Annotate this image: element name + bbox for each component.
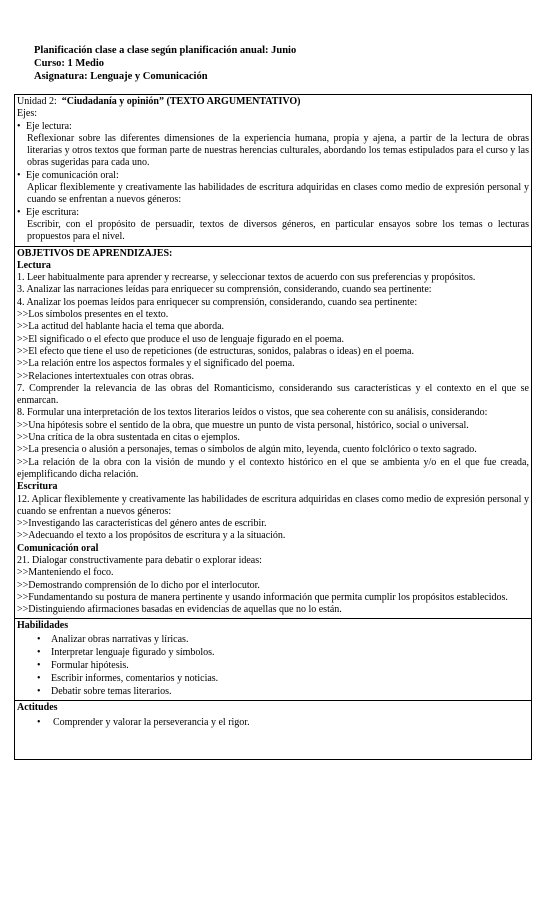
document-header [34,44,296,83]
objective-line: >>La relación entre los aspectos formales y el significado del poema. [17,358,295,370]
axis-item [17,121,529,170]
attitudes-empty-space [17,729,529,757]
objective-line: >>Una hipótesis sobre el sentido de la obra, que muestre un punto de vista personal, histórico, social o universal. [17,419,469,431]
header-subject: Asignatura: Lenguaje y Comunicación [34,71,208,82]
attitudes-title: Actitudes [17,701,58,713]
objective-line: 8. Formular una interpretación de los textos literarios leídos o vistos, que sea coherente con su análisis, considerando: [17,407,488,419]
axes-list [17,121,529,244]
objective-line: >>Los símbolos presentes en el texto. [17,309,169,321]
axes-label: Ejes: [17,108,37,120]
skill-text: Interpretar lenguaje figurado y símbolos. [51,646,215,658]
objective-line: >>El significado o el efecto que produce el uso de lenguaje figurado en el poema. [17,333,344,345]
unit-prefix: Unidad 2: [17,96,62,107]
axis-name: Eje comunicación oral: [26,169,119,181]
skills-title: Habilidades [17,620,69,632]
skill-item [37,646,529,659]
bullet-icon: • [37,646,41,658]
writing-title: Escritura [17,481,58,493]
objective-line: >>La actitud del hablante hacia el tema que aborda. [17,321,225,333]
axis-item [17,170,529,207]
objectives-title: OBJETIVOS DE APRENDIZAJES: [17,247,173,259]
attitudes-list [17,716,529,729]
objective-line: >>El efecto que tiene el uso de repeticiones (de estructuras, sonidos, palabras o ideas) en el poema. [17,345,414,357]
bullet-icon: • [37,717,41,729]
bullet-icon: • [17,206,21,218]
unit-section [15,95,531,247]
axis-item [17,207,529,244]
reading-title: Lectura [17,259,51,271]
skills-list [17,633,529,698]
objective-line: >>Relaciones intertextuales con otras obras. [17,370,195,382]
bullet-icon: • [17,169,21,181]
skill-text: Formular hipótesis. [51,659,129,671]
unit-heading [17,96,529,108]
bullet-icon: • [37,685,41,697]
objective-line: 1. Leer habitualmente para aprender y recrearse, y seleccionar textos de acuerdo con sus preferencias y propósitos. [17,272,476,284]
skill-item [37,633,529,646]
skills-section [15,619,531,700]
axis-description: Aplicar flexiblemente y creativamente las habilidades de escritura adquiridas en clases como medio de expresión personal y cuando se enfrentan a nuevos géneros: [27,182,529,206]
oral-title: Comunicación oral [17,542,99,554]
objective-line: 3. Analizar las narraciones leídas para enriquecer su comprensión, considerando, cuando sea pertinente: [17,284,432,296]
objective-line: 4. Analizar los poemas leídos para enriquecer su comprensión, considerando, cuando sea pertinente: [17,296,418,308]
header-course: Curso: 1 Medio [34,58,104,69]
objective-line: >>La presencia o alusión a personajes, temas o símbolos de algún mito, leyenda, cuento folclórico o texto sagrado. [17,444,477,456]
skill-item [37,672,529,685]
objective-line: >>Demostrando comprensión de lo dicho por el interlocutor. [17,579,260,591]
planning-table [14,94,532,760]
bullet-icon: • [37,633,41,645]
skill-item [37,685,529,698]
objectives-section [15,247,531,620]
skill-text: Analizar obras narrativas y líricas. [51,633,189,645]
bullet-icon: • [37,659,41,671]
objective-line: >>Investigando las características del género antes de escribir. [17,518,267,530]
header-planning-title: Planificación clase a clase según planificación anual: Junio [34,45,297,56]
skill-text: Debatir sobre temas literarios. [51,685,172,697]
attitude-item [37,716,529,729]
attitude-text: Comprender y valorar la perseverancia y el rigor. [53,717,250,729]
unit-title: “Ciudadanía y opinión” (TEXTO ARGUMENTATIVO) [61,96,301,107]
axis-name: Eje lectura: [26,120,72,132]
objective-line: >>La relación de la obra con la visión de mundo y el contexto histórico en el que se ambienta y/o en el que fue creada, ejemplificando dicha relación. [17,456,529,480]
objective-line: 21. Dialogar constructivamente para debatir o explorar ideas: [17,554,262,566]
axis-description: Escribir, con el propósito de persuadir, textos de diversos géneros, en particular ensayos sobre los temas o lecturas propuestos para el nivel. [27,218,529,243]
objective-line: 7. Comprender la relevancia de las obras del Romanticismo, considerando sus características y el contexto en el que se enmarcan. [17,382,529,407]
objective-line: >>Manteniendo el foco. [17,567,114,579]
skill-text: Escribir informes, comentarios y noticias. [51,672,219,684]
axis-name: Eje escritura: [26,206,80,218]
skill-item [37,659,529,672]
axis-description: Reflexionar sobre las diferentes dimensiones de la experiencia humana, propia y ajena, a partir de la lectura de obras literarias y otros textos que forman parte de nuestras herencias culturales, abordando los temas estipulados para el curso y las obras sugeridas para cada uno. [27,132,529,169]
objective-line: 12. Aplicar flexiblemente y creativamente las habilidades de escritura adquiridas en clases como medio de expresión personal y cuando se enfrentan a nuevos géneros: [17,493,529,517]
bullet-icon: • [17,120,21,132]
bullet-icon: • [37,672,41,684]
objective-line: >>Distinguiendo afirmaciones basadas en evidencias de aquellas que no lo están. [17,604,342,616]
attitudes-section [15,701,531,759]
objective-line: >>Una crítica de la obra sustentada en citas o ejemplos. [17,432,240,444]
objective-line: >>Adecuando el texto a los propósitos de escritura y a la situación. [17,530,286,542]
objective-line: >>Fundamentando su postura de manera pertinente y usando información que permita cumplir los propósitos establecidos. [17,591,508,603]
